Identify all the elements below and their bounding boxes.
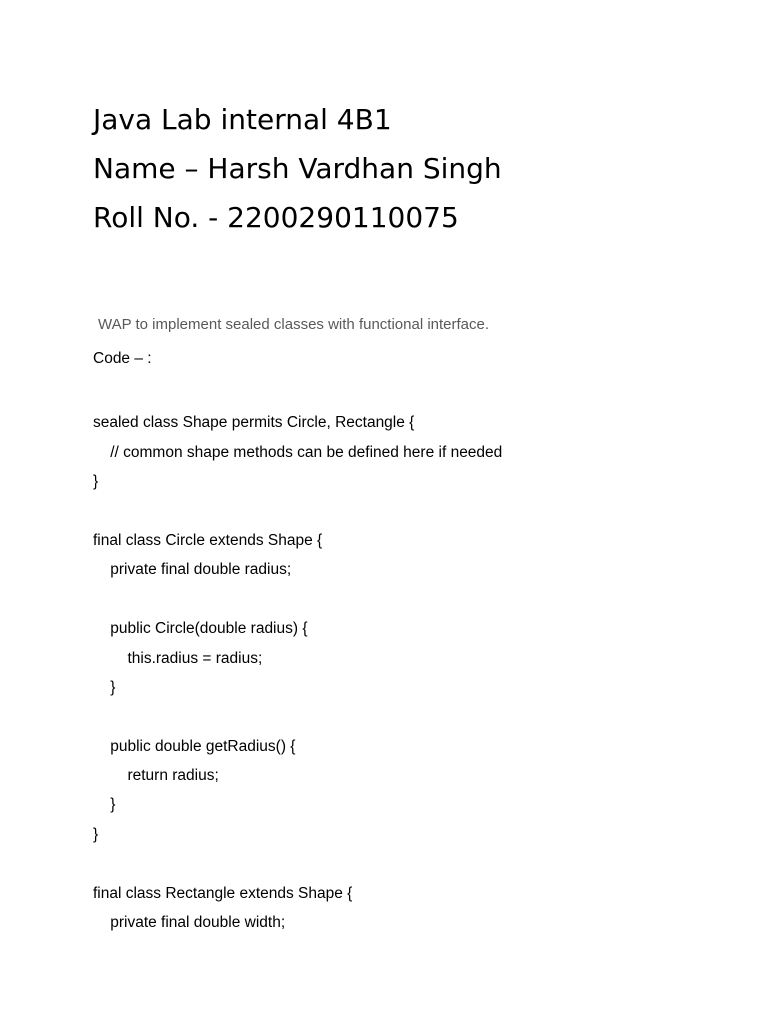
code-line: sealed class Shape permits Circle, Rectangle { <box>93 414 415 432</box>
code-line: public Circle(double radius) { <box>93 620 308 638</box>
code-line: // common shape methods can be defined here if needed <box>93 443 503 461</box>
code-line: final class Rectangle extends Shape { <box>93 884 353 902</box>
code-line: return radius; <box>93 767 219 785</box>
code-block <box>93 379 502 937</box>
code-line: } <box>93 796 116 814</box>
code-line: private final double radius; <box>93 561 292 579</box>
code-line: } <box>93 825 99 843</box>
document-title: Java Lab internal 4B1 <box>93 103 392 136</box>
roll-number: Roll No. - 2200290110075 <box>93 201 459 234</box>
code-line <box>93 379 502 408</box>
code-line: public double getRadius() { <box>93 737 296 755</box>
code-line: } <box>93 473 99 491</box>
code-line: private final double width; <box>93 914 286 932</box>
question-text: WAP to implement sealed classes with functional interface. <box>98 316 490 333</box>
code-label: Code – : <box>93 350 152 367</box>
code-line: this.radius = radius; <box>93 649 263 667</box>
code-line: } <box>93 678 116 696</box>
code-line: final class Circle extends Shape { <box>93 531 323 549</box>
student-name: Name – Harsh Vardhan Singh <box>93 152 502 185</box>
code-line <box>93 585 502 614</box>
code-line <box>93 702 502 731</box>
code-line <box>93 849 502 878</box>
code-line <box>93 497 502 526</box>
